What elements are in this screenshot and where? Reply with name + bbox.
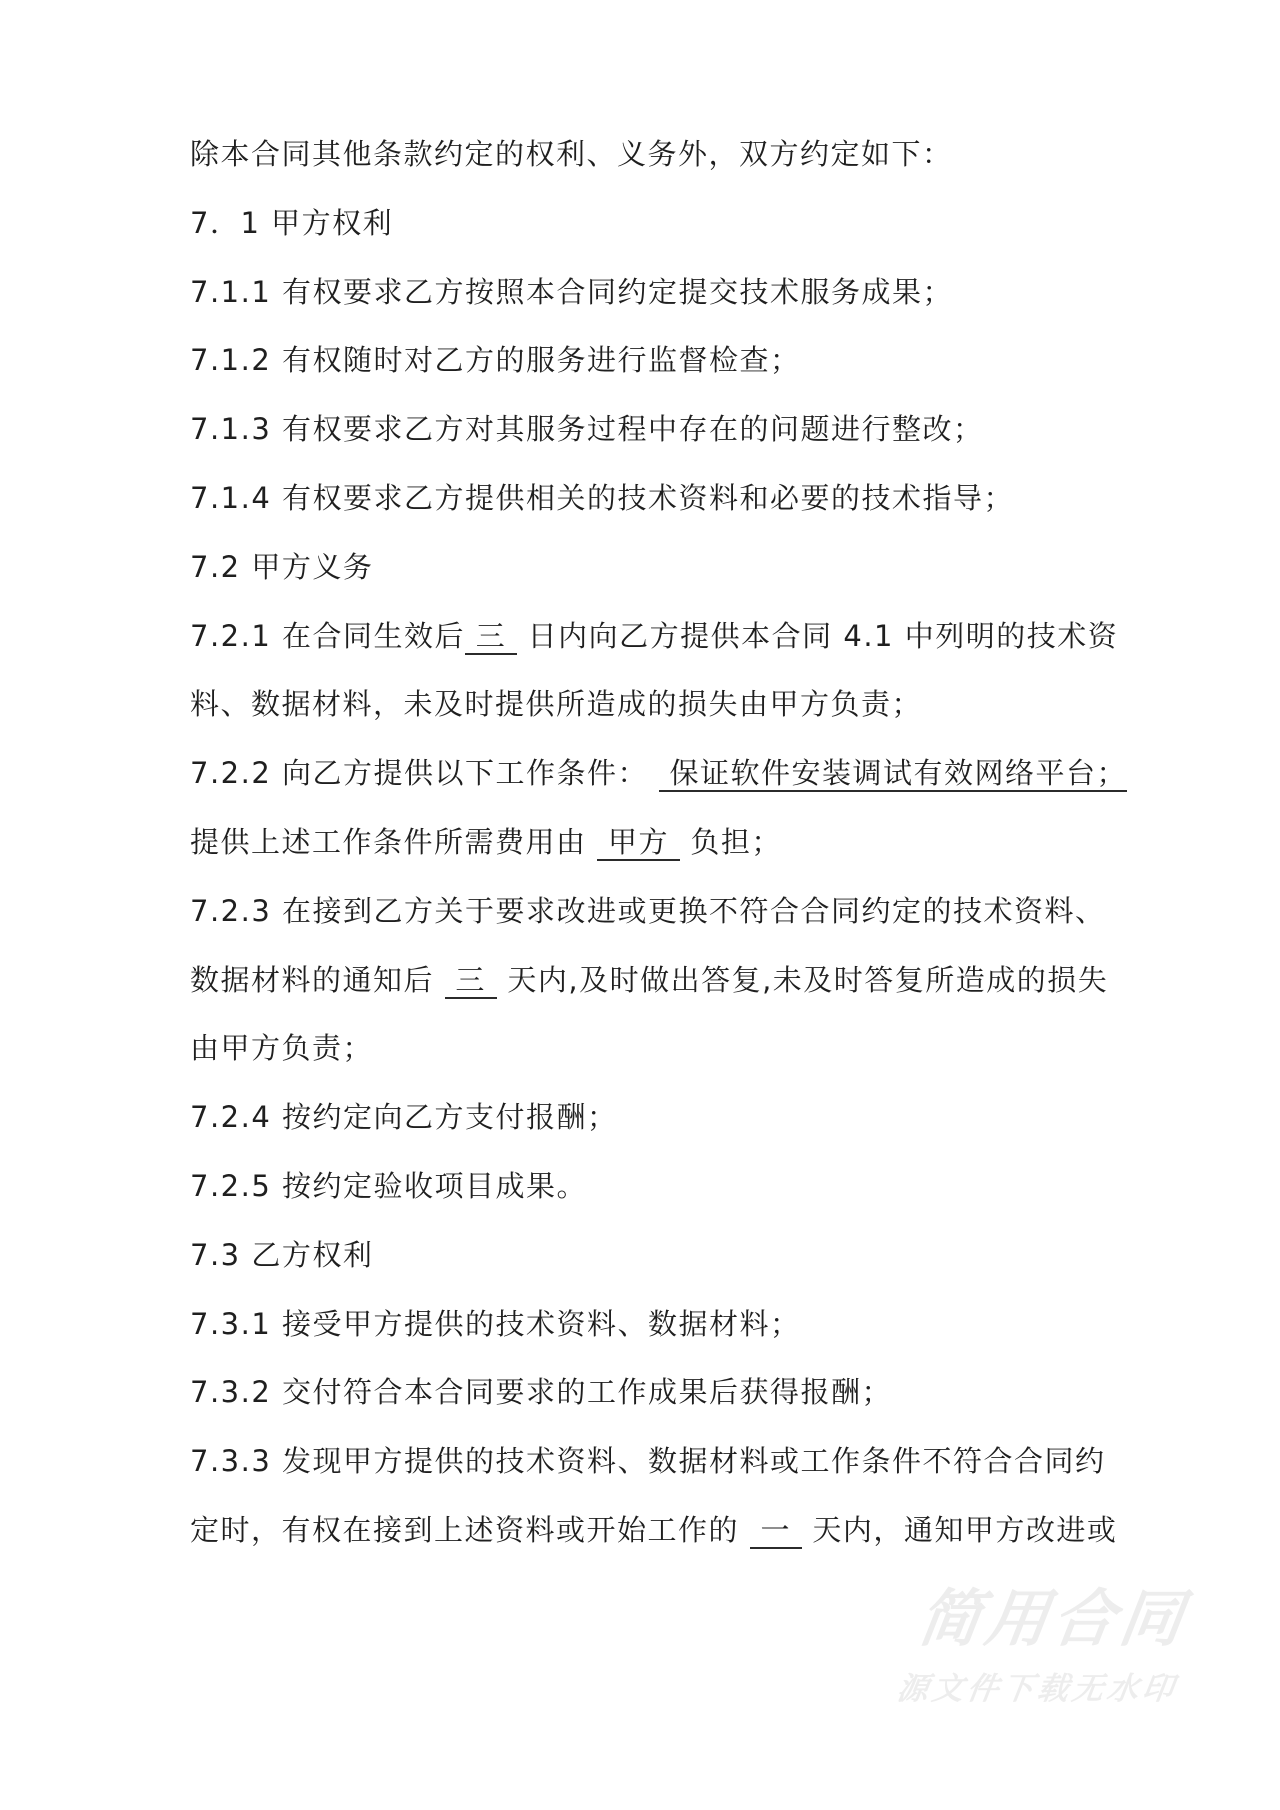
text-segment: 定时，有权在接到上述资料或开始工作的 (190, 1512, 750, 1547)
text-segment: 7.2.3 在接到乙方关于要求改进或更换不符合合同约定的技术资料、 (190, 893, 1106, 928)
contract-line (190, 739, 1170, 808)
contract-line (190, 464, 1170, 533)
contract-line (190, 1221, 1170, 1290)
text-segment: 由甲方负责； (190, 1031, 374, 1066)
text-segment: 7.2.4 按约定向乙方支付报酬； (190, 1100, 618, 1135)
contract-line (190, 258, 1170, 327)
text-segment: 除本合同其他条款约定的权利、义务外，双方约定如下： (190, 137, 953, 171)
contract-line (190, 120, 1170, 189)
text-segment: 7.2.5 按约定验收项目成果。 (190, 1168, 588, 1203)
contract-line (190, 1427, 1170, 1496)
text-segment: 7.3 乙方权利 (190, 1237, 374, 1272)
contract-line (190, 326, 1170, 395)
text-segment: 7.1.1 有权要求乙方按照本合同约定提交技术服务成果； (190, 274, 954, 309)
underlined-blank: 甲方 (597, 824, 680, 859)
text-segment: 天内，通知甲方改进或 (801, 1512, 1118, 1547)
contract-line (190, 1152, 1170, 1221)
contract-line (190, 1014, 1170, 1083)
text-segment: 7.1.2 有权随时对乙方的服务进行监督检查； (190, 343, 801, 378)
contract-line (190, 1496, 1170, 1565)
contract-line (190, 1358, 1170, 1427)
text-segment: 提供上述工作条件所需费用由 (190, 824, 598, 859)
underlined-blank: 保证软件安装调试有效网络平台； (658, 756, 1127, 791)
watermark-title: 简用合同 (914, 1582, 1193, 1655)
text-segment: 数据材料的通知后 (190, 962, 445, 997)
text-segment: 7.2 甲方义务 (190, 549, 374, 584)
contract-line (190, 1083, 1170, 1152)
underlined-blank: 三 (465, 618, 517, 653)
text-segment: 7.2.1 在合同生效后 (190, 618, 466, 653)
text-segment: 料、数据材料，未及时提供所造成的损失由甲方负责； (190, 687, 923, 722)
contract-body (190, 120, 1170, 1565)
contract-line (190, 602, 1170, 671)
text-segment: 7.1.4 有权要求乙方提供相关的技术资料和必要的技术指导； (190, 480, 1015, 515)
watermark (894, 1582, 1193, 1707)
contract-line (190, 533, 1170, 602)
text-segment: 7.2.2 向乙方提供以下工作条件： (190, 756, 659, 791)
contract-line (190, 877, 1170, 946)
contract-line (190, 946, 1170, 1015)
text-segment: 7.3.2 交付符合本合同要求的工作成果后获得报酬； (190, 1375, 893, 1410)
text-segment: 7．1 甲方权利 (190, 205, 394, 240)
text-segment: 7.3.3 发现甲方提供的技术资料、数据材料或工作条件不符合合同约 (190, 1444, 1106, 1479)
underlined-blank: 三 (444, 962, 497, 997)
contract-line (190, 670, 1170, 739)
text-segment: 7.3.1 接受甲方提供的技术资料、数据材料； (190, 1306, 801, 1341)
contract-line (190, 808, 1170, 877)
contract-line (190, 395, 1170, 464)
text-segment: 日内向乙方提供本合同 4.1 中列明的技术资 (516, 618, 1119, 653)
contract-line (190, 1290, 1170, 1359)
underlined-blank: 一 (749, 1512, 802, 1547)
text-segment: 7.1.3 有权要求乙方对其服务过程中存在的问题进行整改； (190, 412, 984, 447)
text-segment: 负担； (679, 824, 782, 859)
watermark-subtitle: 源文件下载无水印 (894, 1671, 1180, 1707)
text-segment: 天内,及时做出答复,未及时答复所造成的损失 (496, 962, 1109, 997)
contract-line (190, 189, 1170, 258)
